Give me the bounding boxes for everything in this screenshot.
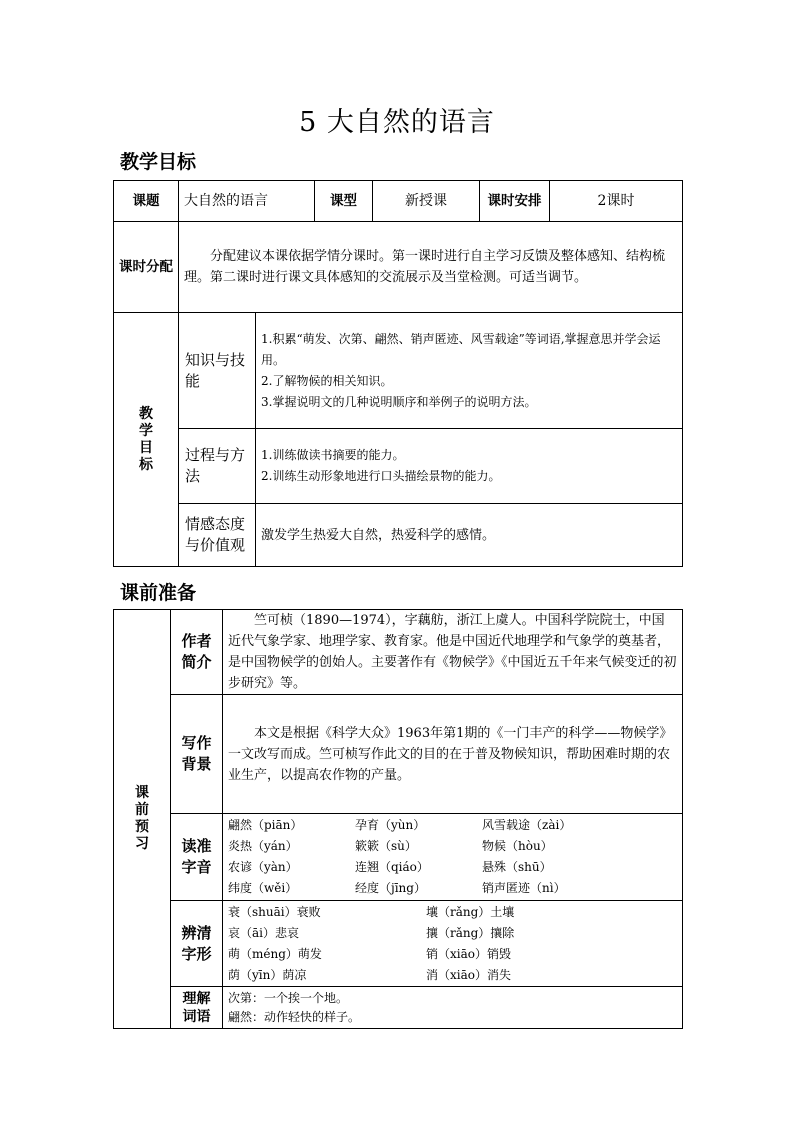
pronounce-item: 连翘（qiáo） [355,860,429,874]
pronounce-item: 簌簌（sù） [355,839,417,853]
pronounce-item: 物候（hòu） [482,839,553,853]
shape-item: 消（xiāo）消失 [426,967,511,982]
header-subject: 课题 [114,181,179,222]
subject-value: 大自然的语言 [179,181,315,222]
process-label: 过程与方法 [179,429,256,504]
section-heading-goals: 教学目标 [120,151,197,173]
pronounce-item: 经度（jīng） [355,881,426,895]
type-value: 新授课 [373,181,480,222]
pronounce-grid [228,815,677,899]
background-text: 本文是根据《科学大众》1963年第1期的《一门丰产的科学——物候学》一文改写而成。竺可桢写作此文的目的在于普及物候知识，帮助困难时期的农业生产，以提高农作物的产量。 [223,695,683,814]
goals-label: 教学目标 [139,405,153,473]
shape-item: 萌（méng）萌发 [228,946,322,961]
process-cell [256,429,683,504]
shape-label: 辨清字形 [171,901,223,987]
emotion-label: 情感态度与价值观 [179,504,256,567]
shape-cell [223,901,683,987]
knowledge-item-1: 1.积累“萌发、次第、翩然、销声匿迹、风雪载途”等词语,掌握意思并学会运用。 [261,331,661,367]
knowledge-item-2: 2.了解物候的相关知识。 [261,373,393,388]
shape-item: 哀（āi）悲哀 [228,925,299,940]
pronounce-item: 销声匿迹（nì） [482,881,566,895]
knowledge-item-3: 3.掌握说明文的几种说明顺序和举例子的说明方法。 [261,394,537,409]
schedule-value: 2课时 [550,181,683,222]
word-item-1: 次第：一个挨一个地。 [228,990,349,1005]
shape-item: 攘（rǎng）攘除 [426,925,515,940]
header-goals [114,313,179,567]
section-heading-prep: 课前准备 [120,582,197,604]
pronounce-item: 纬度（wěi） [228,881,298,895]
header-preview [114,610,171,1029]
author-label: 作者简介 [171,610,223,695]
shape-item: 销（xiāo）销毁 [426,946,511,961]
process-item-2: 2.训练生动形象地进行口头描绘景物的能力。 [261,469,501,483]
shape-item: 衰（shuāi）衰败 [228,904,321,919]
emotion-text: 激发学生热爱大自然，热爱科学的感情。 [256,504,683,567]
pronounce-item: 孕育（yùn） [355,818,426,832]
knowledge-cell [256,313,683,429]
header-type: 课型 [315,181,373,222]
shape-grid [228,902,677,986]
header-distribution [114,222,179,313]
process-item-1: 1.训练做读书摘要的能力。 [261,448,405,462]
preview-label: 课前预习 [135,785,149,852]
background-label: 写作背景 [171,695,223,814]
pronounce-item: 农谚（yàn） [228,860,298,874]
page-title: 5 大自然的语言 [299,107,495,138]
distribution-text: 分配建议本课依据学情分课时。第一课时进行自主学习反馈及整体感知、结构梳理。第二课时进行课文具体感知的交流展示及当堂检测。可适当调节。 [179,222,683,313]
prep-table [113,609,683,1029]
header-schedule: 课时安排 [480,181,550,222]
knowledge-label: 知识与技能 [179,313,256,429]
shape-item: 壤（rǎng）土壤 [426,904,515,919]
pronounce-cell [223,814,683,901]
goals-table-main [113,180,683,567]
pronounce-label: 读准字音 [171,814,223,901]
pronounce-item: 悬殊（shū） [482,860,552,874]
word-item-2: 翩然：动作轻快的样子。 [228,1009,361,1024]
words-label: 理解词语 [171,987,223,1029]
pronounce-item: 炎热（yán） [228,839,298,853]
distribution-label: 课时分配 [119,259,173,275]
words-cell [223,987,683,1029]
shape-item: 荫（yīn）荫凉 [228,967,307,982]
author-text: 竺可桢（1890—1974），字藕舫，浙江上虞人。中国科学院院士，中国近代气象学家、地理学家、教育家。他是中国近代地理学和气象学的奠基者，是中国物候学的创始人。主要著作有《物候学》《中国近五千年来气候变迁的初步研究》等。 [223,610,683,695]
pronounce-item: 风雪载途（zài） [482,818,572,832]
pronounce-item: 翩然（piān） [228,818,303,832]
